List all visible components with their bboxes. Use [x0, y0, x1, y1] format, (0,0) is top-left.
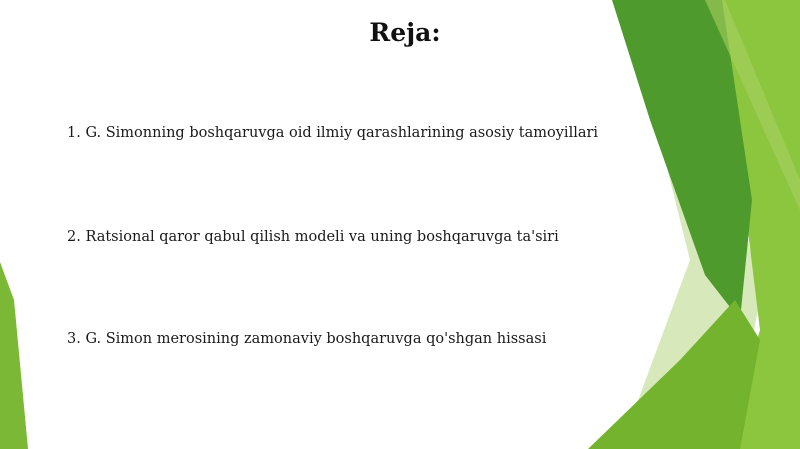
plan-item-2: 2. Ratsional qaror qabul qilish modeli va uning boshqaruvga ta'siri — [67, 229, 559, 245]
plan-item-3: 3. G. Simon merosining zamonaviy boshqaruvga qo'shgan hissasi — [67, 331, 547, 347]
left-edge-sliver — [0, 262, 28, 449]
plan-item-1: 1. G. Simonning boshqaruvga oid ilmiy qarashlarining asosiy tamoyillari — [67, 125, 599, 141]
slide-title: Reja: — [369, 18, 441, 47]
